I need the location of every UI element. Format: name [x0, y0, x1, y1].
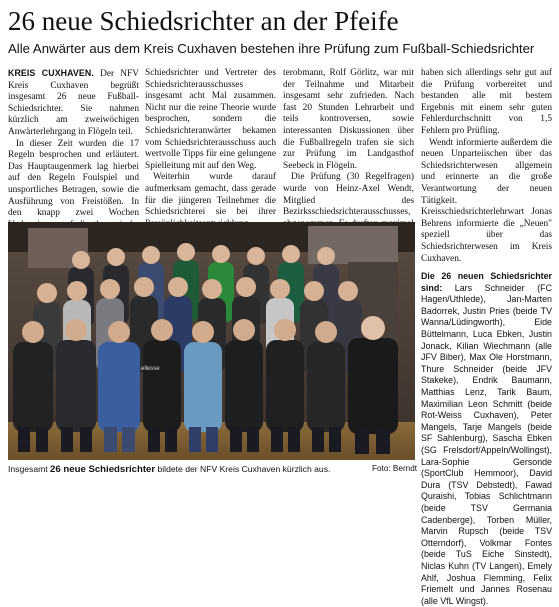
paragraph: Schiedsrichter und Vertreter des Schiedsrichterausschusses insgesamt acht Mal zusammen. Nicht nur die reine Theorie wurde besprochen, sondern die Schiedsrichteranwärter bekamen vom Schiedsrichterausschuss auch wertvolle Tipps für eine gelungene Spielleitung mit auf den Weg. [145, 68, 276, 171]
caption-lead: Insgesamt [8, 464, 51, 474]
paragraph: Weiterhin wurde darauf aufmerksam gemacht, dass gerade für die jüngeren Teilnehmer die Schiedsrichterei sie bei ihrer [145, 172, 276, 218]
article-column-4 [421, 68, 552, 607]
photo-credit: Foto: Berndt [372, 464, 418, 473]
dateline: KREIS CUXHAVEN. [8, 68, 94, 78]
paragraph [8, 68, 139, 139]
referee-names-list [421, 271, 552, 607]
caption-bold: 26 neue Schiedsrichter [50, 464, 156, 475]
subheadline: Alle Anwärter aus dem Kreis Cuxhaven bestehen ihre Prüfung zum Fußball-Schiedsrichter [8, 41, 535, 56]
paragraph: Die Prüfung (30 Regelfragen) wurde von Heinz-Axel Wendt, Mitglied des Bezirksschiedsrichterausschusses, [283, 172, 414, 218]
caption-rest: bildete der NFV Kreis Cuxhaven kürzlich aus. [155, 464, 331, 474]
headline: 26 neue Schiedsrichter an der Pfeife [8, 6, 399, 36]
group-photo-illustration [8, 222, 415, 460]
paragraph: terobmann, Rolf Görlitz, war mit der Teilnahme und Mitarbeit insgesamt sehr zufrieden. Nach fast 20 Stunden Lehrarbeit und teils kontroversen, sowie interessanten Diskussionen über die Fußballregeln trafen sie sich zur Prüfung im Landgasthof Seebeck in Flögeln. [283, 68, 414, 171]
names-intro: Die 26 neuen Schiedsrichter sind: [421, 271, 552, 293]
paragraph: haben sich allerdings sehr gut auf die Prüfung vorbereitet und bestanden alle mit bestem Ergebnis mit einem sehr guten Fehlerdurchschnitt von 1,5 Fehlern pro Prüfling. [421, 68, 552, 136]
group-photo [8, 222, 415, 460]
photo-caption [8, 463, 417, 476]
names-text: Lars Schneider (FC Hagen/Uthlede), Jan-Marten Badorrek, Justin Pries (beide TV Wanna/Lüdingworth), Eide Büttelmann, Luca Ebken, Justin Jonack, Kilian Wiechmann (alle JFV Biber), Max Ole Horstmann, Thure Schneider (beide JFV Stakeke), Endrik Baumann, Matthias Lenz, Tarik Baum, Maximilian Leon Schmitt (beide Rot-Weiss Cuxhaven), Peter Mangels, Tarje Mangels (beide SF Sahlenburg), Sascha Ebken (SG Frelsdorf/Appeln/Wollingst), Lara-Sophie Gersonde (SportClub Hemmoor), David Dura (TSV Debstedt), Fawad Quraishi, Tobias Schlichtmann (beide TSV Germania Cadenberge), Torben Müller, Marvin Rupsch (beide TSV Otterndorf), Volkmar Fontes (beide TuS Eiche Sinstedt), Niclas Kuhn (TV Langen), Emely Ahlf, Joshua Flemming, Felix Friemelt und Jannes Rosenau (alle VfL Wingst). [421, 282, 552, 606]
paragraph: Wendt informierte außerdem die neuen Unparteiischen über das Schiedsrichterwesen allgemein und erinnerte an die große Verantwortung der neuen Tätigkeit. Kreisschiedsrichterlehrwart Jonas Behrens informierte die „Neuen" speziell über das Schiedsrichterwesen im Kreis Cuxhaven. [421, 137, 552, 264]
ellesse-logo: ellesse [141, 366, 160, 372]
paragraph-text: Der NFV Kreis Cuxhaven begrüßt insgesamt 26 neue Fußball-Schiedsrichter. Sie nahmen kürzlich am zweiwöchigen Anwärterlehrgang in Flögeln teil. [8, 69, 139, 137]
paragraph: In dieser Zeit wurden die 17 Regeln besprochen und erläutert. Das Hauptaugenmerk lag hierbei auf den Regeln Foulspiel und unsportliches Betragen, sowie die Ausführung von Freistößen. In den knapp zwei Wochen [8, 138, 139, 219]
